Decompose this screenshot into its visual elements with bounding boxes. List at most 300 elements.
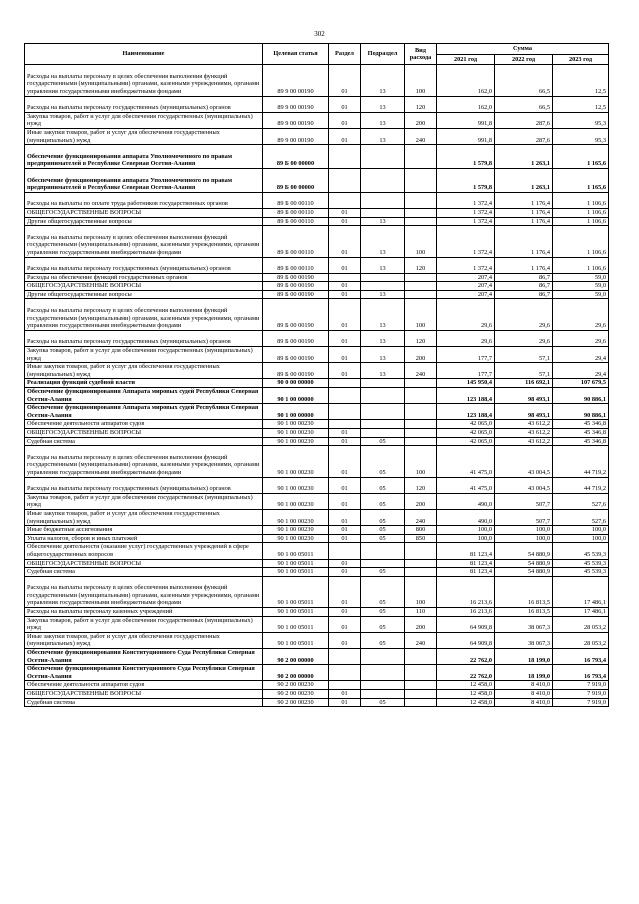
row-amount-2023: 95,3 <box>553 128 609 144</box>
table-row <box>25 649 609 665</box>
row-amount-2021: 29,6 <box>437 330 495 346</box>
table-row <box>25 330 609 346</box>
row-subsection: 05 <box>361 446 405 477</box>
row-expense-type <box>405 404 437 420</box>
row-amount-2021: 490,0 <box>437 509 495 525</box>
row-subsection: 13 <box>361 290 405 299</box>
row-amount-2022: 18 199,0 <box>495 665 553 681</box>
row-target-article: 90 1 00 00230 <box>263 526 329 535</box>
row-amount-2021: 12 458,0 <box>437 698 495 707</box>
row-amount-2022: 1 176,4 <box>495 257 553 273</box>
table-row <box>25 608 609 617</box>
header-sum: Сумма <box>437 44 609 55</box>
row-amount-2023: 7 919,0 <box>553 690 609 699</box>
table-row <box>25 347 609 363</box>
row-amount-2022: 57,1 <box>495 363 553 379</box>
row-amount-2022: 86,7 <box>495 282 553 291</box>
row-amount-2023: 7 919,0 <box>553 681 609 690</box>
table-row <box>25 526 609 535</box>
row-name: Расходы на выплаты персоналу в целях обеспечения выполнения функций государственными (муниципальными) органами, казенными учреждениями, органами управления государственными внебюджетными фондами <box>25 446 263 477</box>
row-target-article: 89 Б 00 00000 <box>263 145 329 169</box>
row-target-article: 90 1 00 00230 <box>263 493 329 509</box>
table-row <box>25 681 609 690</box>
row-amount-2022: 8 410,0 <box>495 690 553 699</box>
row-amount-2021: 81 123,4 <box>437 568 495 577</box>
row-expense-type: 200 <box>405 616 437 632</box>
row-name: Расходы на выплаты персоналу государственных (муниципальных) органов <box>25 96 263 112</box>
row-section <box>329 379 361 388</box>
row-target-article: 90 1 00 05011 <box>263 559 329 568</box>
row-expense-type: 100 <box>405 65 437 96</box>
row-expense-type: 100 <box>405 299 437 330</box>
row-amount-2022: 287,6 <box>495 112 553 128</box>
row-amount-2022: 507,7 <box>495 509 553 525</box>
row-subsection: 05 <box>361 698 405 707</box>
row-target-article: 90 2 00 00000 <box>263 649 329 665</box>
row-name: Закупка товаров, работ и услуг для обеспечения государственных (муниципальных) нужд <box>25 112 263 128</box>
row-name: Расходы на выплаты персоналу государственных (муниципальных) органов <box>25 477 263 493</box>
row-amount-2021: 81 123,4 <box>437 543 495 559</box>
row-section: 01 <box>329 65 361 96</box>
row-expense-type: 120 <box>405 96 437 112</box>
table-row <box>25 665 609 681</box>
row-amount-2023: 1 106,6 <box>553 208 609 217</box>
row-amount-2023: 45 539,3 <box>553 543 609 559</box>
row-expense-type <box>405 665 437 681</box>
row-section: 01 <box>329 217 361 226</box>
row-target-article: 90 1 00 05011 <box>263 576 329 607</box>
row-subsection <box>361 428 405 437</box>
row-amount-2021: 490,0 <box>437 493 495 509</box>
row-target-article: 89 Б 00 00190 <box>263 273 329 282</box>
row-name: ОБЩЕГОСУДАРСТВЕННЫЕ ВОПРОСЫ <box>25 208 263 217</box>
row-section <box>329 145 361 169</box>
row-name: ОБЩЕГОСУДАРСТВЕННЫЕ ВОПРОСЫ <box>25 428 263 437</box>
row-expense-type: 110 <box>405 608 437 617</box>
row-section <box>329 404 361 420</box>
row-amount-2022: 16 813,5 <box>495 576 553 607</box>
table-row <box>25 509 609 525</box>
row-name: Обеспечение функционирования аппарата Уполномоченного по правам предпринимателей в Республике Северная Осетия-Алания <box>25 145 263 169</box>
row-target-article: 90 0 00 00000 <box>263 379 329 388</box>
row-subsection: 13 <box>361 217 405 226</box>
row-amount-2023: 527,6 <box>553 509 609 525</box>
row-expense-type: 200 <box>405 112 437 128</box>
row-name: Иные закупки товаров, работ и услуг для обеспечения государственных (муниципальных) нужд <box>25 632 263 648</box>
row-amount-2023: 16 793,4 <box>553 649 609 665</box>
table-row <box>25 576 609 607</box>
row-section <box>329 420 361 429</box>
row-amount-2023: 59,0 <box>553 282 609 291</box>
row-name: Судебная система <box>25 437 263 446</box>
row-target-article: 90 1 00 00230 <box>263 446 329 477</box>
table-row <box>25 559 609 568</box>
row-amount-2022: 66,5 <box>495 96 553 112</box>
table-row <box>25 282 609 291</box>
row-amount-2021: 42 065,0 <box>437 437 495 446</box>
row-amount-2023: 100,0 <box>553 534 609 543</box>
row-subsection <box>361 681 405 690</box>
row-amount-2022: 1 263,1 <box>495 168 553 192</box>
row-amount-2023: 527,6 <box>553 493 609 509</box>
row-amount-2023: 45 346,8 <box>553 428 609 437</box>
table-row <box>25 568 609 577</box>
page-number: 302 <box>314 30 325 38</box>
row-section <box>329 543 361 559</box>
row-amount-2023: 28 053,2 <box>553 616 609 632</box>
row-target-article: 90 1 00 00000 <box>263 388 329 404</box>
row-subsection: 05 <box>361 437 405 446</box>
row-name: Расходы на выплаты персоналу государственных (муниципальных) органов <box>25 330 263 346</box>
table-row <box>25 112 609 128</box>
row-expense-type <box>405 145 437 169</box>
row-name: Расходы на выплаты персоналу в целях обеспечения выполнения функций государственными (муниципальными) органами, казенными учреждениями, органами управления государственными внебюджетными фондами <box>25 65 263 96</box>
table-row <box>25 446 609 477</box>
table-row <box>25 192 609 208</box>
header-2021: 2021 год <box>437 54 495 65</box>
row-subsection: 05 <box>361 526 405 535</box>
row-subsection <box>361 208 405 217</box>
row-subsection: 13 <box>361 330 405 346</box>
row-section: 01 <box>329 576 361 607</box>
row-section: 01 <box>329 559 361 568</box>
row-name: Закупка товаров, работ и услуг для обеспечения государственных (муниципальных) нужд <box>25 616 263 632</box>
row-expense-type: 100 <box>405 226 437 257</box>
row-amount-2021: 12 458,0 <box>437 681 495 690</box>
row-amount-2023: 1 106,6 <box>553 226 609 257</box>
row-subsection: 13 <box>361 65 405 96</box>
row-subsection <box>361 388 405 404</box>
row-section: 01 <box>329 112 361 128</box>
row-name: Реализация функций судебной власти <box>25 379 263 388</box>
row-amount-2021: 64 909,8 <box>437 616 495 632</box>
row-section <box>329 273 361 282</box>
row-amount-2023: 1 106,6 <box>553 257 609 273</box>
row-name: Обеспечение деятельности аппаратов судов <box>25 420 263 429</box>
row-name: Обеспечение деятельности аппаратов судов <box>25 681 263 690</box>
table-row <box>25 168 609 192</box>
row-amount-2022: 8 410,0 <box>495 681 553 690</box>
row-target-article: 89 9 00 00190 <box>263 96 329 112</box>
row-expense-type <box>405 543 437 559</box>
budget-table <box>24 43 609 707</box>
row-name: Обеспечение функционирования аппарата Уполномоченного по правам предпринимателей в Республике Северная Осетия-Алания <box>25 168 263 192</box>
row-expense-type <box>405 388 437 404</box>
row-expense-type <box>405 437 437 446</box>
row-target-article: 90 1 00 05011 <box>263 632 329 648</box>
row-amount-2021: 162,0 <box>437 65 495 96</box>
row-section: 01 <box>329 616 361 632</box>
table-row <box>25 273 609 282</box>
row-name: ОБЩЕГОСУДАРСТВЕННЫЕ ВОПРОСЫ <box>25 559 263 568</box>
row-subsection <box>361 145 405 169</box>
row-section: 01 <box>329 698 361 707</box>
row-name: Обеспечение функционирования Конституционного Суда Республики Северная Осетия-Алания <box>25 665 263 681</box>
row-name: Уплата налогов, сборов и иных платежей <box>25 534 263 543</box>
row-expense-type <box>405 698 437 707</box>
row-name: Расходы на выплаты по оплате труда работников государственных органов <box>25 192 263 208</box>
row-section <box>329 168 361 192</box>
row-amount-2021: 177,7 <box>437 363 495 379</box>
row-target-article: 90 1 00 00230 <box>263 534 329 543</box>
row-amount-2023: 90 886,1 <box>553 404 609 420</box>
row-amount-2023: 29,4 <box>553 347 609 363</box>
row-amount-2022: 8 410,0 <box>495 698 553 707</box>
row-amount-2022: 29,6 <box>495 330 553 346</box>
row-amount-2023: 45 346,8 <box>553 437 609 446</box>
table-row <box>25 128 609 144</box>
row-amount-2023: 12,5 <box>553 96 609 112</box>
row-name: Судебная система <box>25 568 263 577</box>
row-expense-type: 120 <box>405 330 437 346</box>
row-expense-type <box>405 690 437 699</box>
row-amount-2021: 22 762,0 <box>437 649 495 665</box>
row-amount-2021: 22 762,0 <box>437 665 495 681</box>
row-expense-type <box>405 282 437 291</box>
row-name: Расходы на обеспечение функций государственных органов <box>25 273 263 282</box>
row-target-article: 90 2 00 00230 <box>263 681 329 690</box>
row-expense-type: 120 <box>405 257 437 273</box>
row-amount-2021: 991,8 <box>437 112 495 128</box>
row-subsection <box>361 273 405 282</box>
row-amount-2022: 1 176,4 <box>495 208 553 217</box>
row-expense-type: 200 <box>405 347 437 363</box>
header-expense-type: Вид расхода <box>405 44 437 65</box>
table-row <box>25 208 609 217</box>
row-name: Обеспечение функционирования Аппарата мировых судей Республики Северная Осетия-Алания <box>25 404 263 420</box>
row-amount-2021: 145 950,4 <box>437 379 495 388</box>
table-row <box>25 388 609 404</box>
row-target-article: 90 2 00 00230 <box>263 690 329 699</box>
row-amount-2023: 44 719,2 <box>553 477 609 493</box>
row-target-article: 89 Б 00 00110 <box>263 257 329 273</box>
row-amount-2023: 95,3 <box>553 112 609 128</box>
row-amount-2022: 54 880,9 <box>495 543 553 559</box>
row-target-article: 89 Б 00 00190 <box>263 299 329 330</box>
row-amount-2023: 45 539,3 <box>553 568 609 577</box>
row-target-article: 90 2 00 00230 <box>263 698 329 707</box>
row-target-article: 89 Б 00 00190 <box>263 363 329 379</box>
row-subsection <box>361 192 405 208</box>
row-amount-2021: 100,0 <box>437 526 495 535</box>
row-name: Другие общегосударственные вопросы <box>25 290 263 299</box>
row-amount-2022: 1 263,1 <box>495 145 553 169</box>
row-amount-2021: 16 213,6 <box>437 576 495 607</box>
row-amount-2021: 1 372,4 <box>437 217 495 226</box>
row-subsection <box>361 282 405 291</box>
row-amount-2022: 54 880,9 <box>495 568 553 577</box>
row-amount-2023: 1 165,6 <box>553 168 609 192</box>
row-amount-2021: 123 188,4 <box>437 388 495 404</box>
row-amount-2022: 98 493,1 <box>495 404 553 420</box>
row-target-article: 89 Б 00 00190 <box>263 282 329 291</box>
row-subsection: 05 <box>361 632 405 648</box>
row-amount-2021: 12 458,0 <box>437 690 495 699</box>
row-amount-2022: 43 612,2 <box>495 420 553 429</box>
row-amount-2021: 29,6 <box>437 299 495 330</box>
row-amount-2023: 28 053,2 <box>553 632 609 648</box>
row-subsection: 05 <box>361 608 405 617</box>
table-row <box>25 363 609 379</box>
row-subsection: 13 <box>361 257 405 273</box>
row-amount-2021: 41 475,0 <box>437 446 495 477</box>
row-amount-2021: 41 475,0 <box>437 477 495 493</box>
row-subsection <box>361 543 405 559</box>
header-section: Раздел <box>329 44 361 65</box>
row-expense-type: 120 <box>405 477 437 493</box>
row-expense-type <box>405 681 437 690</box>
row-amount-2021: 81 123,4 <box>437 559 495 568</box>
row-section: 01 <box>329 299 361 330</box>
row-amount-2022: 66,5 <box>495 65 553 96</box>
row-target-article: 90 2 00 00000 <box>263 665 329 681</box>
row-target-article: 89 Б 00 00110 <box>263 208 329 217</box>
row-amount-2023: 29,4 <box>553 363 609 379</box>
row-subsection <box>361 649 405 665</box>
row-subsection: 13 <box>361 128 405 144</box>
row-expense-type <box>405 290 437 299</box>
row-target-article: 90 1 00 00230 <box>263 509 329 525</box>
row-subsection: 13 <box>361 112 405 128</box>
row-expense-type <box>405 168 437 192</box>
row-subsection: 13 <box>361 96 405 112</box>
row-amount-2021: 177,7 <box>437 347 495 363</box>
row-subsection: 05 <box>361 477 405 493</box>
row-name: Другие общегосударственные вопросы <box>25 217 263 226</box>
table-row <box>25 493 609 509</box>
row-expense-type <box>405 379 437 388</box>
row-target-article: 89 9 00 00190 <box>263 128 329 144</box>
row-section: 01 <box>329 477 361 493</box>
row-section <box>329 681 361 690</box>
row-section: 01 <box>329 632 361 648</box>
row-name: Закупка товаров, работ и услуг для обеспечения государственных (муниципальных) нужд <box>25 347 263 363</box>
row-expense-type <box>405 273 437 282</box>
table-body <box>25 65 609 707</box>
row-target-article: 89 Б 00 00110 <box>263 226 329 257</box>
row-amount-2022: 1 176,4 <box>495 226 553 257</box>
row-target-article: 90 1 00 00230 <box>263 420 329 429</box>
row-expense-type <box>405 559 437 568</box>
table-row <box>25 543 609 559</box>
row-amount-2021: 1 579,8 <box>437 145 495 169</box>
row-amount-2021: 1 372,4 <box>437 192 495 208</box>
row-amount-2022: 507,7 <box>495 493 553 509</box>
table-row <box>25 379 609 388</box>
table-row <box>25 299 609 330</box>
row-section: 01 <box>329 96 361 112</box>
row-subsection: 05 <box>361 534 405 543</box>
row-target-article: 89 9 00 00190 <box>263 65 329 96</box>
row-section: 01 <box>329 608 361 617</box>
row-amount-2021: 1 372,4 <box>437 257 495 273</box>
row-subsection <box>361 168 405 192</box>
row-amount-2022: 287,6 <box>495 128 553 144</box>
row-section: 01 <box>329 347 361 363</box>
row-amount-2021: 1 372,4 <box>437 226 495 257</box>
row-amount-2023: 17 486,1 <box>553 576 609 607</box>
row-subsection: 05 <box>361 493 405 509</box>
row-amount-2022: 116 692,1 <box>495 379 553 388</box>
table-row <box>25 290 609 299</box>
row-amount-2023: 17 486,1 <box>553 608 609 617</box>
row-amount-2023: 44 719,2 <box>553 446 609 477</box>
row-expense-type <box>405 649 437 665</box>
row-section: 01 <box>329 509 361 525</box>
row-amount-2022: 86,7 <box>495 273 553 282</box>
row-expense-type: 800 <box>405 526 437 535</box>
row-amount-2022: 100,0 <box>495 526 553 535</box>
row-section: 01 <box>329 128 361 144</box>
row-amount-2022: 54 880,9 <box>495 559 553 568</box>
row-amount-2023: 29,6 <box>553 330 609 346</box>
row-name: Обеспечение функционирования Конституционного Суда Республики Северная Осетия-Алания <box>25 649 263 665</box>
row-section: 01 <box>329 437 361 446</box>
header-subsection: Подраздел <box>361 44 405 65</box>
table-row <box>25 698 609 707</box>
table-row <box>25 217 609 226</box>
row-amount-2022: 98 493,1 <box>495 388 553 404</box>
table-header-row <box>25 44 609 55</box>
row-subsection <box>361 665 405 681</box>
row-section: 01 <box>329 330 361 346</box>
row-amount-2023: 59,0 <box>553 290 609 299</box>
row-amount-2021: 991,8 <box>437 128 495 144</box>
table-row <box>25 226 609 257</box>
row-target-article: 89 9 00 00190 <box>263 112 329 128</box>
table-row <box>25 96 609 112</box>
row-name: Иные закупки товаров, работ и услуг для обеспечения государственных (муниципальных) нужд <box>25 363 263 379</box>
row-amount-2023: 100,0 <box>553 526 609 535</box>
row-target-article: 90 1 00 00000 <box>263 404 329 420</box>
row-target-article: 89 Б 00 00190 <box>263 330 329 346</box>
row-amount-2022: 43 004,5 <box>495 446 553 477</box>
row-amount-2021: 123 188,4 <box>437 404 495 420</box>
row-target-article: 89 Б 00 00110 <box>263 192 329 208</box>
row-amount-2021: 16 213,6 <box>437 608 495 617</box>
row-name: Обеспечение функционирования Аппарата мировых судей Республики Северная Осетия-Алания <box>25 388 263 404</box>
row-amount-2021: 1 372,4 <box>437 208 495 217</box>
row-target-article: 90 1 00 05011 <box>263 608 329 617</box>
row-expense-type <box>405 420 437 429</box>
row-target-article: 90 1 00 00230 <box>263 428 329 437</box>
row-section: 01 <box>329 428 361 437</box>
row-amount-2023: 90 886,1 <box>553 388 609 404</box>
row-section: 01 <box>329 526 361 535</box>
row-subsection: 05 <box>361 568 405 577</box>
row-amount-2023: 7 919,0 <box>553 698 609 707</box>
header-2022: 2022 год <box>495 54 553 65</box>
row-subsection: 05 <box>361 509 405 525</box>
header-name: Наименование <box>25 44 263 65</box>
row-target-article: 89 Б 00 00190 <box>263 347 329 363</box>
table-row <box>25 437 609 446</box>
table-row <box>25 145 609 169</box>
row-amount-2023: 1 165,6 <box>553 145 609 169</box>
row-name: Закупка товаров, работ и услуг для обеспечения государственных (муниципальных) нужд <box>25 493 263 509</box>
row-expense-type <box>405 428 437 437</box>
row-expense-type: 100 <box>405 576 437 607</box>
row-expense-type <box>405 217 437 226</box>
row-amount-2021: 207,4 <box>437 290 495 299</box>
row-section <box>329 665 361 681</box>
row-expense-type: 240 <box>405 632 437 648</box>
row-subsection: 05 <box>361 616 405 632</box>
row-amount-2021: 42 065,0 <box>437 420 495 429</box>
row-amount-2021: 1 579,8 <box>437 168 495 192</box>
row-amount-2023: 16 793,4 <box>553 665 609 681</box>
row-amount-2022: 18 199,0 <box>495 649 553 665</box>
